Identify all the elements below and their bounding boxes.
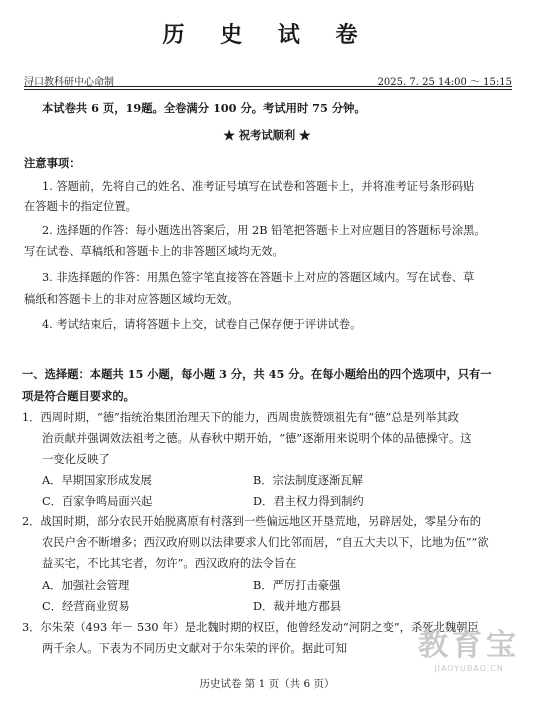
notice-item-1-line-1: 1. 答题前，先将自己的姓名、准考证号填写在试卷和答题卡上，并将准考证号条形码贴	[42, 180, 475, 193]
page-footer: 历史试卷 第 1 页（共 6 页）	[199, 678, 335, 690]
wish-text: ★ 祝考试顺利 ★	[223, 128, 311, 142]
question-1-line-1: 1．西周时期，“德”指统治集团治理天下的能力，西周贵族赞颂祖先有“德”总是列举其政	[22, 411, 459, 424]
question-2-option-d: D．裁并地方郡县	[253, 600, 342, 613]
question-1-option-a: A．早期国家形成发展	[42, 474, 152, 487]
section-1-heading-line-1: 一、选择题：本题共 15 小题，每小题 3 分，共 45 分。在每小题给出的四个选项中，只有一	[22, 367, 492, 381]
section-1-heading-line-2: 项是符合题目要求的。	[22, 389, 135, 403]
notice-item-1-line-2: 在答题卡的指定位置。	[24, 200, 137, 213]
notice-item-2-line-2: 写在试卷、草稿纸和答题卡上的非答题区域均无效。	[24, 245, 284, 258]
issuer-label: 浔口教科研中心命制	[24, 77, 114, 88]
question-1-option-c: C．百家争鸣局面兴起	[42, 495, 153, 508]
intro-text: 本试卷共 6 页，19题。全卷满分 100 分。考试用时 75 分钟。	[42, 101, 366, 115]
question-2-option-a: A．加强社会管理	[42, 579, 130, 592]
question-1-option-b: B．宗法制度逐渐瓦解	[253, 474, 363, 487]
question-3-line-2: 两千余人。下表为不同历史文献对于尔朱荣的评价。据此可知	[42, 642, 348, 655]
header-rule-thick	[24, 86, 512, 87]
notice-item-3-line-1: 3. 非选择题的作答：用黑色签字笔直接答在答题卡上对应的答题区域内。写在试卷、草	[42, 271, 475, 284]
page-title: 历 史 试 卷	[162, 22, 372, 48]
question-2-line-1: 2．战国时期，部分农民开始脱离原有村落到一些偏远地区开垦荒地，另辟居处，零星分布的	[22, 515, 482, 528]
watermark-logo	[418, 620, 520, 673]
notice-heading: 注意事项：	[24, 156, 81, 170]
question-1-option-d: D．君主权力得到制约	[253, 495, 364, 508]
watermark-en: JIAOYUBAO.CN	[434, 664, 504, 673]
question-2-option-b: B．严厉打击豪强	[253, 579, 341, 592]
watermark-cn: 教育宝	[418, 628, 520, 663]
question-2-line-2: 农民户舍不断增多；西汉政府则以法律要求人们比邻而居，“自五大夫以下，比地为伍”“欲	[42, 536, 489, 549]
question-2-line-3: 益买宅，不比其宅者，勿许”。西汉政府的法令旨在	[42, 557, 297, 570]
question-2-option-c: C．经营商业贸易	[42, 600, 130, 613]
notice-item-2-line-1: 2. 选择题的作答：每小题选出答案后，用 2B 铅笔把答题卡上对应题目的答题标号涂黑。	[42, 224, 486, 237]
exam-datetime: 2025. 7. 25 14:00 ～ 15:15	[377, 77, 512, 88]
question-3-line-1: 3．尔朱荣（493 年－ 530 年）是北魏时期的权臣，他曾经发动“河阴之变”，杀死北魏朝臣	[22, 621, 479, 634]
question-1-line-2: 治贡献并强调效法祖考之德。从春秋中期开始，“德”逐渐用来说明个体的品德操守。这	[42, 432, 472, 445]
notice-item-4-line-1: 4. 考试结束后，请将答题卡上交，试卷自己保存便于评讲试卷。	[42, 318, 362, 331]
notice-item-3-line-2: 稿纸和答题卡上的非对应答题区域均无效。	[24, 293, 239, 306]
question-1-line-3: 一变化反映了	[42, 453, 110, 466]
header-rule-thin	[24, 89, 512, 90]
